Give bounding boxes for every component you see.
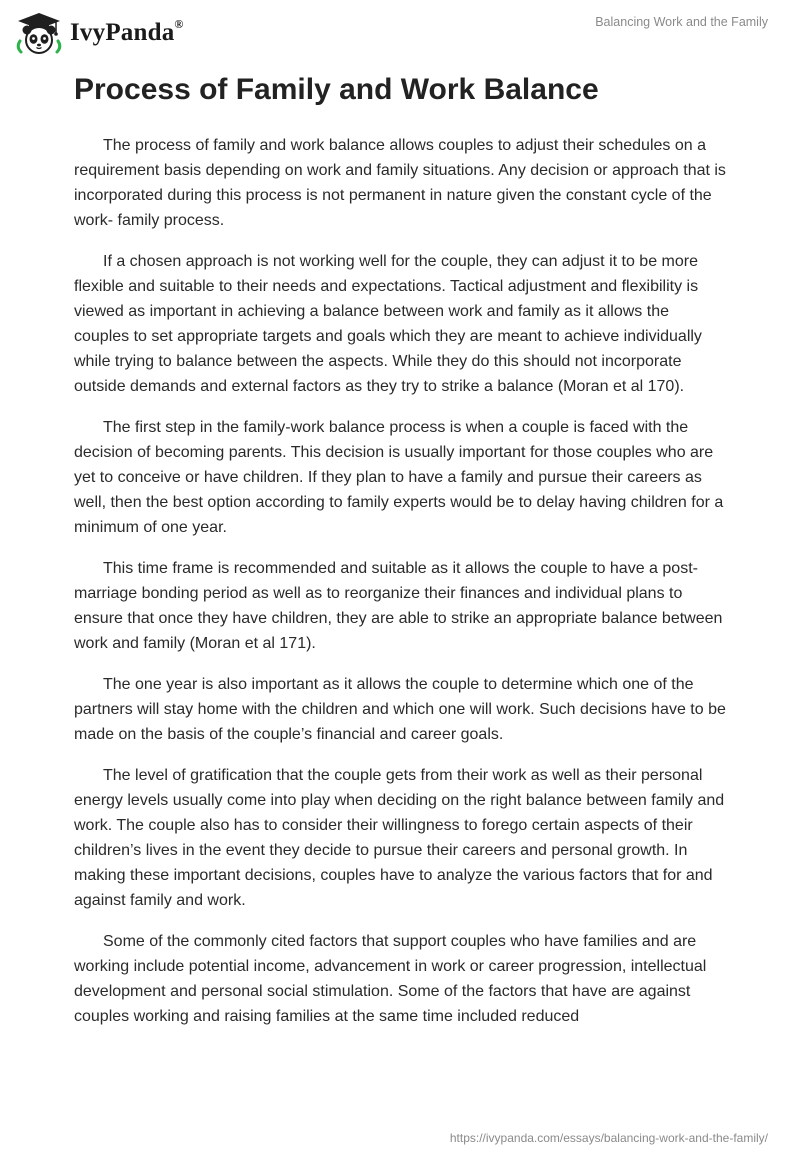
paragraph: The process of family and work balance allows couples to adjust their schedules on a requirement basis depending on work and family situations. Any decision or approach that is incorporated during this process is not permanent in nature given the constant cycle of the work- family process. (74, 137, 726, 229)
paragraph: If a chosen approach is not working well for the couple, they can adjust it to be more flexible and suitable to their needs and expectations. Tactical adjustment and flexibility is viewed as important in achieving a balance between work and family as it allows the couples to set appropriate targets and goals which they are meant to achieve individually while trying to balance between the aspects. While they do this should not incorporate outside demands and external factors as they try to strike a balance (Moran et al 170). (74, 253, 702, 395)
brand-name (70, 19, 184, 47)
registered-mark: ® (174, 17, 184, 31)
document-title: Balancing Work and the Family (595, 15, 768, 29)
panda-graduate-logo-icon (14, 11, 64, 55)
paragraph: The one year is also important as it allows the couple to determine which one of the partners will stay home with the children and which one will work. Such decisions have to be made on the basis of the couple’s financial and career goals. (74, 676, 726, 743)
page-header (0, 0, 800, 60)
paragraph: The level of gratification that the couple gets from their work as well as their personal energy levels usually come into play when deciding on the right balance between family and work. The couple also has to consider their willingness to forego certain aspects of their children’s lives in the event they decide to pursue their careers and personal growth. In making these important decisions, couples have to analyze the various factors that for and against family and work. (74, 767, 725, 909)
article-body (74, 133, 728, 1045)
source-url-link[interactable]: https://ivypanda.com/essays/balancing-work-and-the-family/ (449, 1131, 768, 1145)
paragraph: This time frame is recommended and suitable as it allows the couple to have a post-marriage bonding period as well as to reorganize their finances and individual plans to ensure that once they have children, they are able to strike an appropriate balance between work and family (Moran et al 171). (74, 560, 723, 652)
brand-name-text: IvyPanda (70, 19, 175, 46)
paragraph: Some of the commonly cited factors that support couples who have families and are working include potential income, advancement in work or career progression, intellectual development and personal social stimulation. Some of the factors that have are against couples working and raising families at the same time included reduced (74, 933, 707, 1025)
paragraph: The first step in the family-work balance process is when a couple is faced with the decision of becoming parents. This decision is usually important for those couples who are yet to conceive or have children. If they plan to have a family and pursue their careers as well, then the best option according to family experts would be to delay having children for a minimum of one year. (74, 419, 724, 536)
brand-logo[interactable] (14, 10, 184, 56)
page-title: Process of Family and Work Balance (74, 73, 599, 106)
